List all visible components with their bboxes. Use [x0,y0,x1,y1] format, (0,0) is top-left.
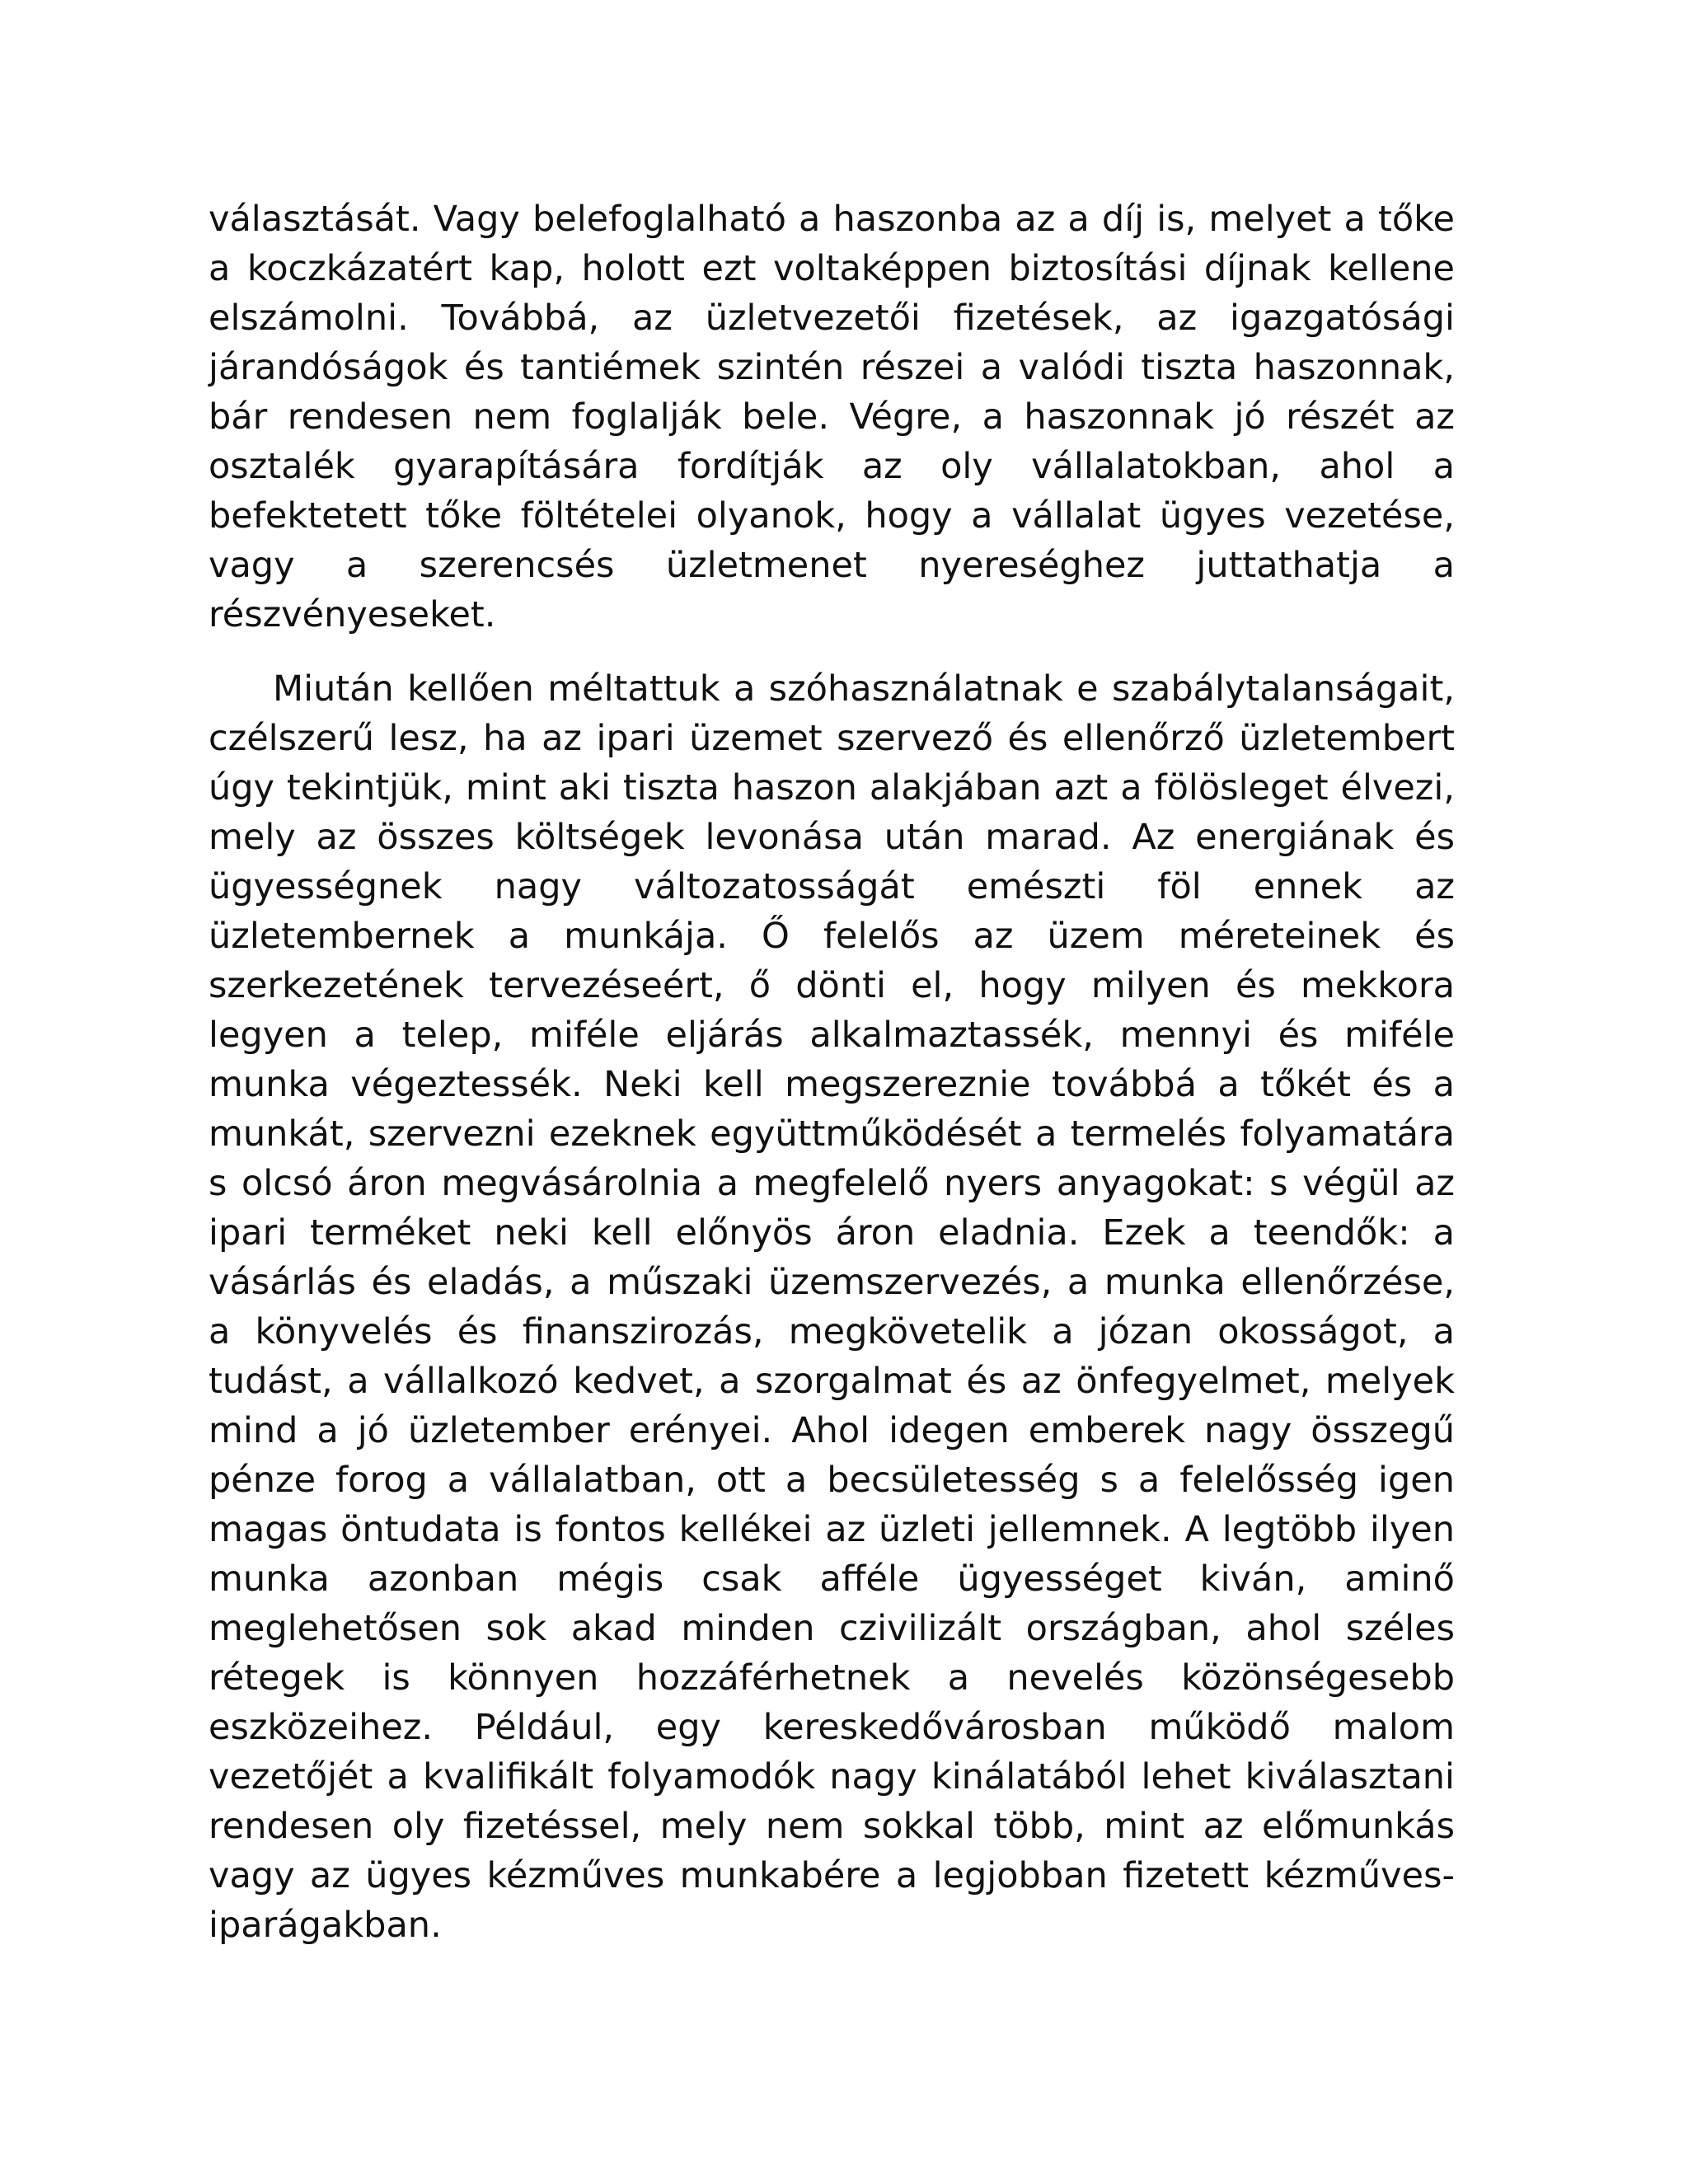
paragraph-2: Miután kellően méltattuk a szóhasználatnak e szabálytalanságait, czélszerű lesz, ha az ipari üzemet szervező és ellenőrző üzletembert úgy tekintjük, mint aki tiszta haszon alakjában azt a fölösleget élvezi, mely az összes költségek levonása után marad. Az energiának és ügyességnek nagy változatosságát emészti föl ennek az üzletembernek a munkája. Ő felelős az üzem méreteinek és szerkezetének tervezéseért, ő dönti el, hogy milyen és mekkora legyen a telep, miféle eljárás alkalmaztassék, mennyi és miféle munka végeztessék. Neki kell megszereznie továbbá a tőkét és a munkát, szervezni ezeknek együttműködését a termelés folyamatára s olcsó áron megvásárolnia a megfelelő nyers anyagokat: s végül az ipari terméket neki kell előnyös áron eladnia. Ezek a teendők: a vásárlás és eladás, a műszaki üzemszervezés, a munka ellenőrzése, a könyvelés és finanszirozás, megkövetelik a józan okosságot, a tudást, a vállalkozó kedvet, a szorgalmat és az önfegyelmet, melyek mind a jó üzletember erényei. Ahol idegen emberek nagy összegű pénze forog a vállalatban, ott a becsületesség s a felelősség igen magas öntudata is fontos kellékei az üzleti jellemnek. A legtöbb ilyen munka azonban mégis csak afféle ügyességet kiván, aminő meglehetősen sok akad minden czivilizált országban, ahol széles rétegek is könnyen hozzáférhetnek a nevelés közönségesebb eszközeihez. Például, egy kereskedővárosban működő malom vezetőjét a kvalifikált folyamodók nagy kinálatából lehet kiválasztani rendesen oly fizetéssel, mely nem sokkal több, mint az előmunkás vagy az ügyes kézműves munkabére a legjobban fizetett kézműves-iparágakban. [209,668,1455,1946]
document-page [209,194,1455,1950]
paragraph-1: választását. Vagy belefoglalható a haszonba az a díj is, melyet a tőke a koczkázatért kap, holott ezt voltaképpen biztosítási díjnak kellene elszámolni. Továbbá, az üzletvezetői fizetések, az igazgatósági járandóságok és tantiémek szintén részei a valódi tiszta haszonnak, bár rendesen nem foglalják bele. Végre, a haszonnak jó részét az osztalék gyarapítására fordítják az oly vállalatokban, ahol a befektetett tőke föltételei olyanok, hogy a vállalat ügyes vezetése, vagy a szerencsés üzletmenet nyereséghez juttathatja a részvényeseket. [209,199,1455,635]
